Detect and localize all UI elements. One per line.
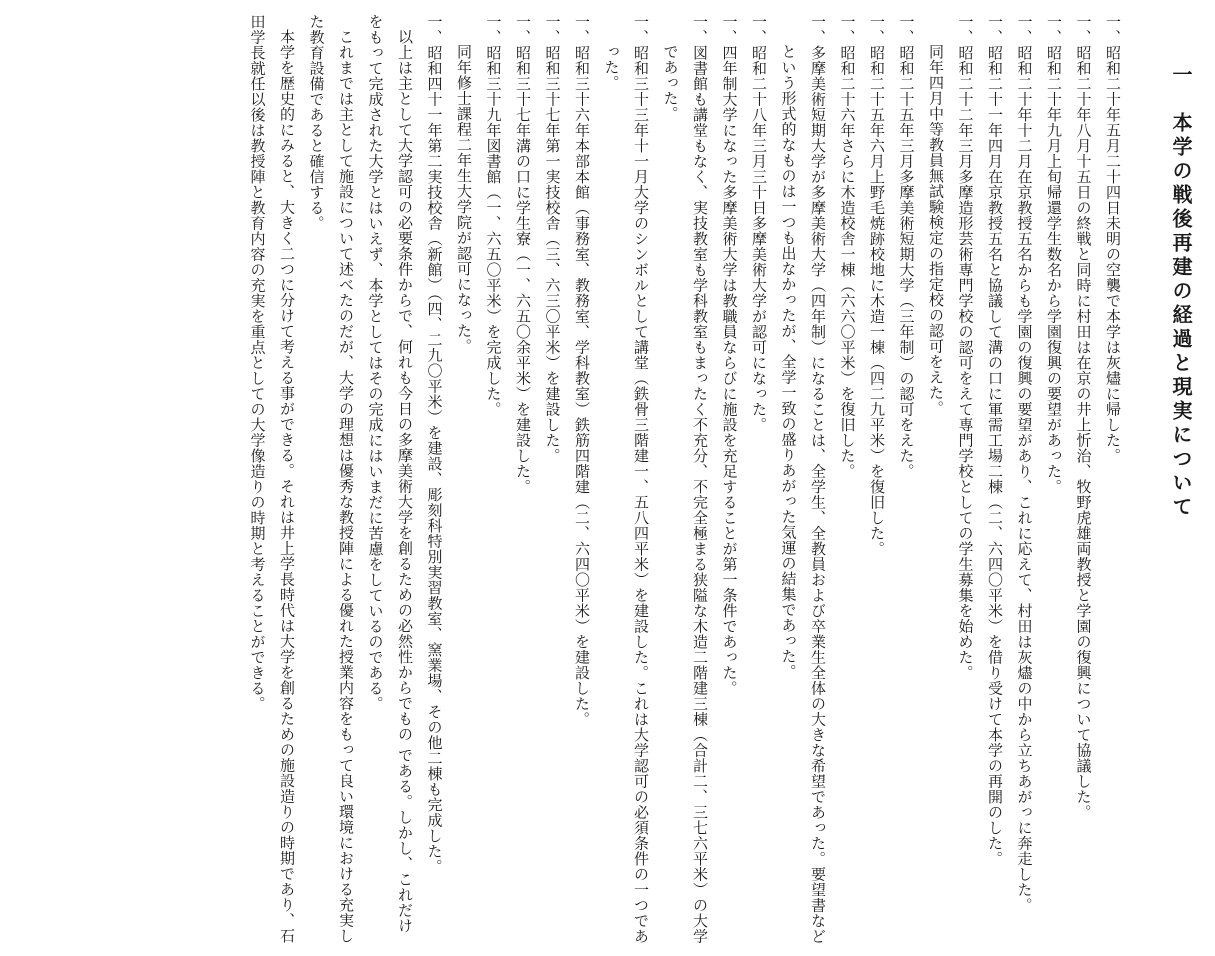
list-item: 一、昭和二十年九月上旬帰還学生数名から学園復興の要望があった。	[1045, 14, 1063, 495]
list-item: 一、昭和二十六年さらに木造校舎一棟（六六〇平米）を復旧した。	[838, 14, 857, 479]
paragraph: 以上は主として大学認可の必要条件からで、何れも今日の多摩美術大学を創るための必然性からでもの である。しかし、これだけをもって完成された大学とはいえず、本学としてはその完成にはいまだに苦慮をしているのである。	[366, 14, 414, 934]
list-item: 一、昭和二十年五月二十四日未明の空襲で本学は灰燼に帰した。	[1104, 14, 1122, 464]
list-item: 一、昭和三十六年本部本館（事務室、教務室、学科教室）鉄筋四階建（二、六四〇平米）を建設した。	[573, 14, 591, 727]
list-item: 一、昭和二十五年六月上野毛焼跡校地に木造一棟（四二九平米）を復旧した。	[868, 14, 886, 557]
list-item: 一、四年制大学になった多摩美術大学は教職員ならびに施設を充足することが第一条件であった。	[720, 14, 739, 696]
paragraph: これまでは主として施設について述べたのだが、大学の理想は優秀な教授陣による優れた授業内容をもって良い環境における充実した教育設備であると確信する。	[307, 14, 355, 944]
paragraph: 本学を歴史的にみると、大きく二つに分けて考える事ができる。それは井上学長時代は大学を創るための施設造りの時期であり、石田学長就任以後は教授陣と教育内容の充実を重点としての大学像造りの時期と考えることができる。	[248, 14, 296, 944]
list-item: 一、昭和二十一年四月在京教授五名と協議して溝の口に軍需工場二棟（二、六四〇平米）を借り受けて本学の再開のした。	[986, 14, 1004, 867]
list-item: 一、昭和三十七年第一実技校舎（三、六三〇平米）を建設した。	[543, 14, 562, 464]
list-item: 一、昭和三十七年溝の口に学生寮（一、六五〇余平米）を建設した。	[514, 14, 532, 495]
list-item: 一、昭和二十年十二月在京教授五名からも学園の復興の要望があり、これに応えて、村田は灰燼の中から立ちあがっに奔走した。	[1015, 14, 1034, 913]
list-item: 一、多摩美術短期大学が多摩美術大学（四年制）になることは、全学生、全教員および卒業生全体の大きな希望であった。要望書などという形式的なものは一つも出なかったが、全学一致の盛りあがった気運の結集であった。	[779, 14, 827, 944]
list-item: 一、昭和二十八年三月三十日多摩美術大学が認可になった。	[750, 14, 768, 433]
list-item: 同年修士課程二年生大学院が認可になった。	[455, 44, 473, 354]
page-title: 一 本学の戦後再建の経過と現実について	[1169, 64, 1193, 520]
body-text	[17, 14, 1127, 944]
list-item: 同年四月中等教員無試験検定の指定校の認可をえた。	[927, 44, 945, 416]
list-item: 一、昭和二十五年三月多摩美術短期大学（三年制）の認可をえた。	[897, 14, 916, 479]
list-item: 一、昭和三十九年図書館（一、六五〇平米）を完成した。	[484, 14, 503, 417]
list-item: 一、図書館も講堂もなく、実技教室も学科教室もまったく不充分、不完全極まる狭隘な木造二階建三棟（合計二、三七六平米）の大学であった。	[661, 14, 709, 944]
list-item: 一、昭和二十年八月十五日の終戦と同時に村田は在京の井上忻治、牧野虎雄両教授と学園の復興について協議した。	[1074, 14, 1093, 820]
list-item: 一、昭和三十三年十一月大学のシンボルとして講堂（鉄骨三階建一、五八四平米）を建設した。これは大学認可の必須条件の一つであった。	[602, 14, 650, 944]
list-item: 一、昭和二十二年三月多摩造形芸術専門学校の認可をえて専門学校としての学生募集を始めた。	[956, 14, 975, 681]
list-item: 一、昭和四十一年第二実技校舎（新館）（四、二九〇平米）を建設、彫刻科特別実習教室、窯業場、その他二棟も完成した。	[425, 14, 444, 875]
